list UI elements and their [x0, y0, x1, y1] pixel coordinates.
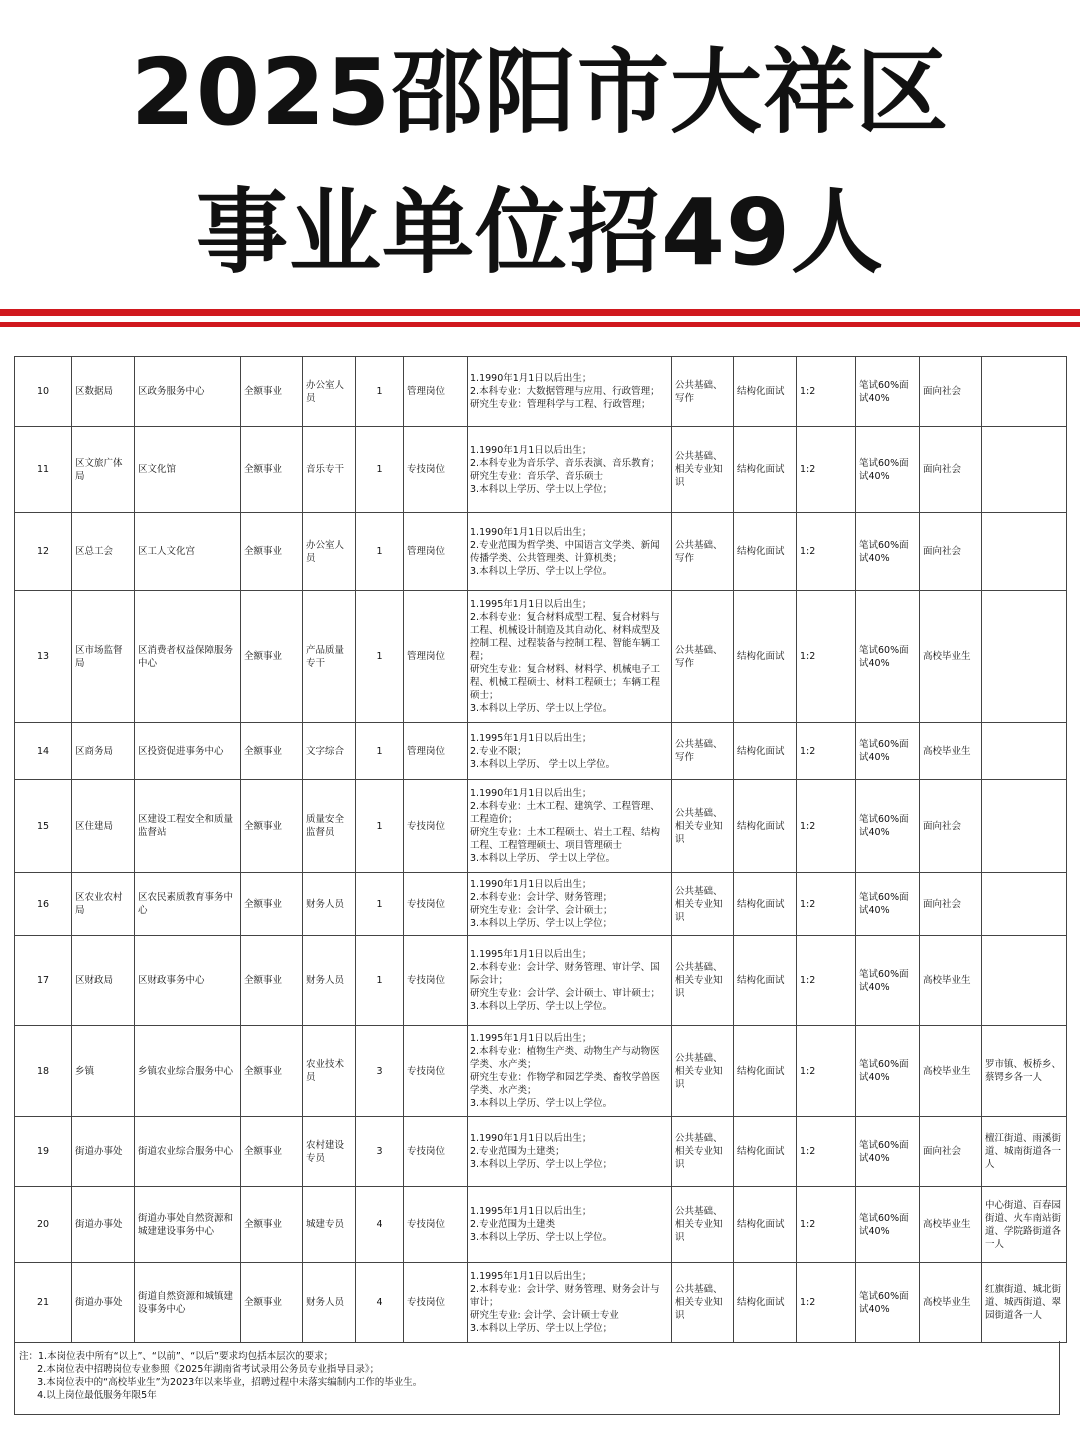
cell-dept: 乡镇	[72, 1026, 135, 1117]
cell-category: 专技岗位	[404, 1263, 468, 1343]
table-row	[15, 357, 1067, 427]
cell-type: 全额事业	[241, 513, 303, 591]
cell-dept: 街道办事处	[72, 1263, 135, 1343]
cell-note: 罗市镇、板桥乡、蔡锷乡各一人	[982, 1026, 1067, 1117]
cell-unit: 区消费者权益保障服务中心	[135, 591, 241, 723]
cell-interview: 结构化面试	[734, 1263, 797, 1343]
table-row	[15, 1117, 1067, 1187]
cell-unit: 区财政事务中心	[135, 936, 241, 1026]
cell-target: 面向社会	[920, 1117, 982, 1187]
cell-unit: 街道自然资源和城镇建设事务中心	[135, 1263, 241, 1343]
cell-req: 1.1995年1月1日以后出生； 2.专业不限； 3.本科以上学历、 学士以上学位。	[468, 723, 672, 780]
cell-req: 1.1995年1月1日以后出生； 2.专业范围为土建类 3.本科以上学历、学士以上学位。	[468, 1187, 672, 1263]
cell-dept: 街道办事处	[72, 1117, 135, 1187]
cell-note: 红旗街道、城北街道、城西街道、翠园街道各一人	[982, 1263, 1067, 1343]
cell-weight: 笔试60%面试40%	[856, 427, 920, 513]
cell-count: 1	[356, 357, 404, 427]
cell-req: 1.1990年1月1日以后出生； 2.本科专业：大数据管理与应用、行政管理； 研究生专业：管理科学与工程、行政管理；	[468, 357, 672, 427]
cell-target: 高校毕业生	[920, 723, 982, 780]
cell-post: 文字综合	[303, 723, 356, 780]
job-table	[14, 356, 1067, 1343]
cell-post: 产品质量专干	[303, 591, 356, 723]
note-line: 注：1.本岗位表中所有“以上”、“以前”、“以后”要求均包括本层次的要求；	[19, 1351, 334, 1362]
cell-count: 1	[356, 513, 404, 591]
cell-dept: 区商务局	[72, 723, 135, 780]
cell-target: 面向社会	[920, 780, 982, 873]
cell-unit: 区文化馆	[135, 427, 241, 513]
cell-note: 中心街道、百春园街道、火车南站街道、学院路街道各一人	[982, 1187, 1067, 1263]
cell-exam: 公共基础、相关专业知识	[672, 1263, 734, 1343]
note-line: 2.本岗位表中招聘岗位专业参照《2025年湖南省考试录用公务员专业指导目录》；	[19, 1364, 380, 1375]
cell-category: 管理岗位	[404, 723, 468, 780]
cell-category: 专技岗位	[404, 1117, 468, 1187]
cell-count: 4	[356, 1263, 404, 1343]
cell-weight: 笔试60%面试40%	[856, 357, 920, 427]
cell-exam: 公共基础、相关专业知识	[672, 1026, 734, 1117]
cell-no: 14	[15, 723, 72, 780]
cell-category: 管理岗位	[404, 513, 468, 591]
cell-weight: 笔试60%面试40%	[856, 1187, 920, 1263]
cell-ratio: 1:2	[797, 1026, 856, 1117]
headline-line-1: 2025邵阳市大祥区	[130, 39, 950, 146]
cell-type: 全额事业	[241, 780, 303, 873]
cell-req: 1.1995年1月1日以后出生； 2.本科专业：会计学、财务管理、财务会计与审计； 研究生专业: 会计学、会计硕士专业 3.本科以上学历、学士以上学位；	[468, 1263, 672, 1343]
cell-type: 全额事业	[241, 1263, 303, 1343]
cell-dept: 区住建局	[72, 780, 135, 873]
cell-category: 管理岗位	[404, 357, 468, 427]
cell-unit: 区建设工程安全和质量监督站	[135, 780, 241, 873]
cell-weight: 笔试60%面试40%	[856, 936, 920, 1026]
cell-target: 高校毕业生	[920, 936, 982, 1026]
cell-type: 全额事业	[241, 723, 303, 780]
cell-target: 面向社会	[920, 513, 982, 591]
cell-ratio: 1:2	[797, 357, 856, 427]
red-divider-thick	[0, 309, 1080, 316]
cell-weight: 笔试60%面试40%	[856, 1263, 920, 1343]
cell-target: 面向社会	[920, 873, 982, 936]
red-divider-thin	[0, 322, 1080, 327]
cell-type: 全额事业	[241, 1187, 303, 1263]
cell-target: 面向社会	[920, 427, 982, 513]
cell-no: 12	[15, 513, 72, 591]
cell-interview: 结构化面试	[734, 1026, 797, 1117]
cell-no: 10	[15, 357, 72, 427]
cell-ratio: 1:2	[797, 873, 856, 936]
cell-dept: 区总工会	[72, 513, 135, 591]
cell-weight: 笔试60%面试40%	[856, 780, 920, 873]
cell-dept: 街道办事处	[72, 1187, 135, 1263]
cell-no: 18	[15, 1026, 72, 1117]
cell-no: 20	[15, 1187, 72, 1263]
cell-no: 16	[15, 873, 72, 936]
cell-post: 办公室人员	[303, 513, 356, 591]
cell-note	[982, 936, 1067, 1026]
cell-interview: 结构化面试	[734, 591, 797, 723]
cell-count: 3	[356, 1026, 404, 1117]
cell-category: 专技岗位	[404, 1026, 468, 1117]
cell-count: 1	[356, 873, 404, 936]
table-row	[15, 1026, 1067, 1117]
cell-post: 财务人员	[303, 1263, 356, 1343]
cell-exam: 公共基础、写作	[672, 513, 734, 591]
cell-note	[982, 723, 1067, 780]
cell-post: 财务人员	[303, 873, 356, 936]
cell-ratio: 1:2	[797, 591, 856, 723]
cell-post: 农业技术员	[303, 1026, 356, 1117]
cell-ratio: 1:2	[797, 1187, 856, 1263]
cell-exam: 公共基础、相关专业知识	[672, 1187, 734, 1263]
cell-interview: 结构化面试	[734, 936, 797, 1026]
table-row	[15, 723, 1067, 780]
cell-target: 高校毕业生	[920, 1263, 982, 1343]
cell-unit: 区投资促进事务中心	[135, 723, 241, 780]
cell-category: 专技岗位	[404, 1187, 468, 1263]
cell-interview: 结构化面试	[734, 873, 797, 936]
cell-ratio: 1:2	[797, 427, 856, 513]
cell-weight: 笔试60%面试40%	[856, 513, 920, 591]
cell-ratio: 1:2	[797, 936, 856, 1026]
cell-target: 面向社会	[920, 357, 982, 427]
table-row	[15, 873, 1067, 936]
cell-req: 1.1995年1月1日以后出生； 2.本科专业：会计学、财务管理、审计学、国际会计； 研究生专业：会计学、会计硕士、审计硕士； 3.本科以上学历、学士以上学位。	[468, 936, 672, 1026]
cell-exam: 公共基础、写作	[672, 357, 734, 427]
cell-exam: 公共基础、写作	[672, 723, 734, 780]
table-row	[15, 427, 1067, 513]
cell-post: 农村建设专员	[303, 1117, 356, 1187]
cell-no: 13	[15, 591, 72, 723]
table-row	[15, 780, 1067, 873]
cell-dept: 区财政局	[72, 936, 135, 1026]
cell-dept: 区数据局	[72, 357, 135, 427]
cell-interview: 结构化面试	[734, 780, 797, 873]
cell-note	[982, 873, 1067, 936]
cell-target: 高校毕业生	[920, 591, 982, 723]
cell-post: 城建专员	[303, 1187, 356, 1263]
cell-no: 17	[15, 936, 72, 1026]
cell-type: 全额事业	[241, 936, 303, 1026]
cell-dept: 区市场监督局	[72, 591, 135, 723]
note-line: 4.以上岗位最低服务年限5年	[19, 1390, 157, 1401]
cell-exam: 公共基础、相关专业知识	[672, 936, 734, 1026]
cell-post: 办公室人员	[303, 357, 356, 427]
cell-note	[982, 780, 1067, 873]
table-row	[15, 513, 1067, 591]
cell-unit: 街道农业综合服务中心	[135, 1117, 241, 1187]
table-row	[15, 1187, 1067, 1263]
cell-req: 1.1990年1月1日以后出生； 2.本科专业为音乐学、音乐表演、音乐教育； 研究生专业：音乐学、音乐硕士 3.本科以上学历、学士以上学位；	[468, 427, 672, 513]
cell-unit: 乡镇农业综合服务中心	[135, 1026, 241, 1117]
cell-post: 音乐专干	[303, 427, 356, 513]
cell-exam: 公共基础、相关专业知识	[672, 1117, 734, 1187]
table-row	[15, 1263, 1067, 1343]
cell-note: 檀江街道、雨溪街道、城南街道各一人	[982, 1117, 1067, 1187]
cell-type: 全额事业	[241, 427, 303, 513]
cell-count: 3	[356, 1117, 404, 1187]
cell-type: 全额事业	[241, 591, 303, 723]
cell-weight: 笔试60%面试40%	[856, 723, 920, 780]
cell-exam: 公共基础、相关专业知识	[672, 427, 734, 513]
cell-count: 1	[356, 780, 404, 873]
cell-target: 高校毕业生	[920, 1026, 982, 1117]
cell-count: 4	[356, 1187, 404, 1263]
cell-weight: 笔试60%面试40%	[856, 873, 920, 936]
cell-no: 19	[15, 1117, 72, 1187]
cell-unit: 街道办事处自然资源和城建建设事务中心	[135, 1187, 241, 1263]
cell-type: 全额事业	[241, 357, 303, 427]
cell-no: 21	[15, 1263, 72, 1343]
cell-note	[982, 591, 1067, 723]
cell-interview: 结构化面试	[734, 357, 797, 427]
cell-weight: 笔试60%面试40%	[856, 1026, 920, 1117]
cell-note	[982, 357, 1067, 427]
cell-unit: 区政务服务中心	[135, 357, 241, 427]
headline-line-2: 事业单位招49人	[195, 179, 885, 286]
cell-interview: 结构化面试	[734, 1117, 797, 1187]
cell-interview: 结构化面试	[734, 427, 797, 513]
cell-ratio: 1:2	[797, 1117, 856, 1187]
cell-ratio: 1:2	[797, 723, 856, 780]
cell-no: 15	[15, 780, 72, 873]
cell-category: 专技岗位	[404, 780, 468, 873]
cell-ratio: 1:2	[797, 780, 856, 873]
cell-type: 全额事业	[241, 1117, 303, 1187]
cell-ratio: 1:2	[797, 1263, 856, 1343]
cell-count: 1	[356, 591, 404, 723]
table-row	[15, 591, 1067, 723]
cell-dept: 区文旅广体局	[72, 427, 135, 513]
cell-post: 财务人员	[303, 936, 356, 1026]
cell-count: 1	[356, 723, 404, 780]
cell-category: 专技岗位	[404, 427, 468, 513]
cell-category: 专技岗位	[404, 873, 468, 936]
table-row	[15, 936, 1067, 1026]
cell-req: 1.1990年1月1日以后出生； 2.专业范围为土建类； 3.本科以上学历、学士以上学位；	[468, 1117, 672, 1187]
cell-type: 全额事业	[241, 1026, 303, 1117]
cell-type: 全额事业	[241, 873, 303, 936]
cell-req: 1.1990年1月1日以后出生； 2.本科专业：土木工程、建筑学、工程管理、工程造价； 研究生专业：土木工程硕士、岩土工程、结构工程、工程管理硕士、项目管理硕士 3.本科以上学历、 学士以上学位。	[468, 780, 672, 873]
cell-interview: 结构化面试	[734, 1187, 797, 1263]
cell-note	[982, 513, 1067, 591]
cell-no: 11	[15, 427, 72, 513]
cell-category: 专技岗位	[404, 936, 468, 1026]
cell-exam: 公共基础、相关专业知识	[672, 873, 734, 936]
cell-target: 高校毕业生	[920, 1187, 982, 1263]
cell-req: 1.1995年1月1日以后出生； 2.本科专业：植物生产类、动物生产与动物医学类、水产类； 研究生专业：作物学和园艺学类、畜牧学兽医学类、水产类； 3.本科以上学历、学士以上学位。	[468, 1026, 672, 1117]
cell-count: 1	[356, 427, 404, 513]
cell-unit: 区农民素质教育事务中心	[135, 873, 241, 936]
note-line: 3.本岗位表中的“高校毕业生”为2023年以来毕业，招聘过程中未落实编制内工作的毕业生。	[19, 1377, 423, 1388]
cell-interview: 结构化面试	[734, 723, 797, 780]
cell-req: 1.1995年1月1日以后出生； 2.本科专业：复合材料成型工程、复合材料与工程、机械设计制造及其自动化、材料成型及控制工程、过程装备与控制工程、智能车辆工程； 研究生专业：复合材料、材料学、机械电子工程、机械工程硕士、材料工程硕士；车辆工程硕士； 3.本科以上学历、学士以上学位。	[468, 591, 672, 723]
notes-section	[14, 1341, 1060, 1415]
cell-ratio: 1:2	[797, 513, 856, 591]
cell-exam: 公共基础、写作	[672, 591, 734, 723]
cell-interview: 结构化面试	[734, 513, 797, 591]
cell-count: 1	[356, 936, 404, 1026]
cell-note	[982, 427, 1067, 513]
cell-exam: 公共基础、相关专业知识	[672, 780, 734, 873]
cell-post: 质量安全监督员	[303, 780, 356, 873]
cell-dept: 区农业农村局	[72, 873, 135, 936]
cell-category: 管理岗位	[404, 591, 468, 723]
cell-unit: 区工人文化宫	[135, 513, 241, 591]
cell-weight: 笔试60%面试40%	[856, 591, 920, 723]
cell-req: 1.1990年1月1日以后出生； 2.本科专业：会计学、财务管理； 研究生专业：会计学、会计硕士； 3.本科以上学历、学士以上学位；	[468, 873, 672, 936]
cell-req: 1.1990年1月1日以后出生； 2.专业范围为哲学类、中国语言文学类、新闻传播学类、公共管理类、计算机类； 3.本科以上学历、学士以上学位。	[468, 513, 672, 591]
cell-weight: 笔试60%面试40%	[856, 1117, 920, 1187]
